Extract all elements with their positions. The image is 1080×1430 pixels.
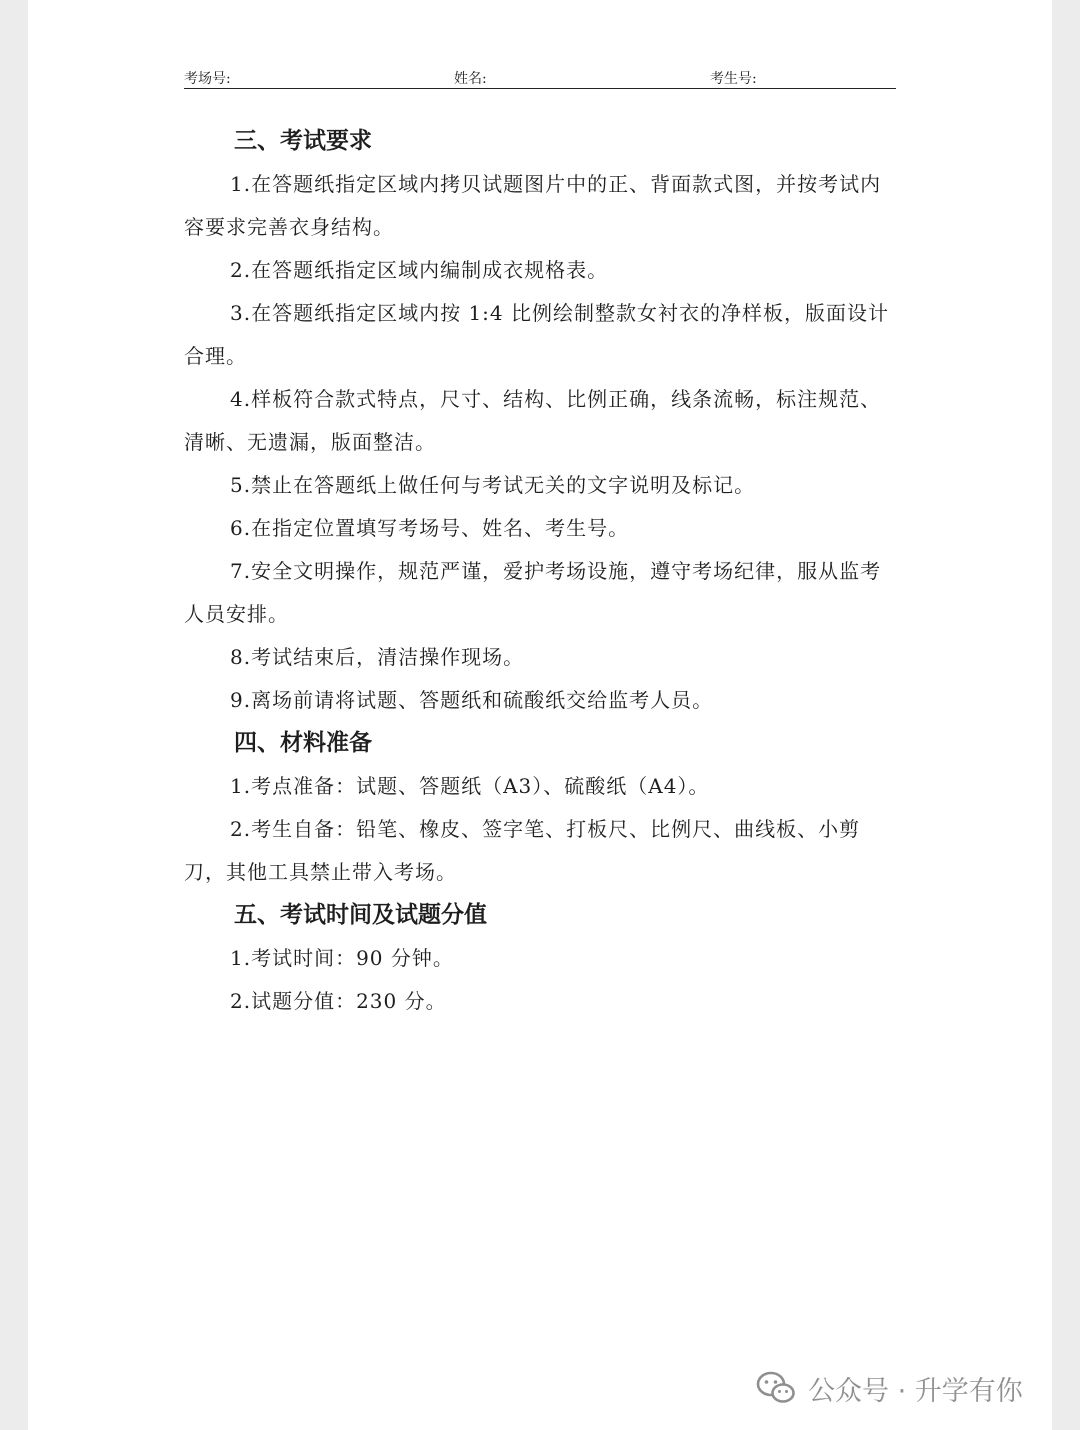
- page-header: [184, 66, 896, 89]
- requirement-item: 7.安全文明操作，规范严谨，爱护考场设施，遵守考场纪律，服从监考人员安排。: [184, 559, 882, 626]
- requirement-item: 3.在答题纸指定区域内按 1:4 比例绘制整款女衬衣的净样板，版面设计合理。: [184, 301, 889, 368]
- requirement-item: 5.禁止在答题纸上做任何与考试无关的文字说明及标记。: [230, 473, 756, 497]
- requirement-item: 9.离场前请将试题、答题纸和硫酸纸交给监考人员。: [230, 688, 714, 712]
- section-title-materials: 四、材料准备: [234, 730, 372, 756]
- wechat-icon: [756, 1371, 796, 1405]
- section-title-time-and-score: 五、考试时间及试题分值: [234, 902, 487, 928]
- section-title-exam-requirements: 三、考试要求: [234, 128, 372, 154]
- name-label: 姓名:: [454, 71, 487, 87]
- time-score-item: 2.试题分值：230 分。: [230, 989, 447, 1013]
- document-body: [184, 120, 896, 1023]
- requirement-item: 1.在答题纸指定区域内拷贝试题图片中的正、背面款式图，并按考试内容要求完善衣身结构。: [184, 172, 882, 239]
- requirement-item: 8.考试结束后，清洁操作现场。: [230, 645, 525, 669]
- exam-room-label: 考场号:: [184, 71, 231, 87]
- requirement-item: 2.在答题纸指定区域内编制成衣规格表。: [230, 258, 609, 282]
- materials-item: 2.考生自备：铅笔、橡皮、签字笔、打板尺、比例尺、曲线板、小剪刀，其他工具禁止带入考场。: [184, 817, 861, 884]
- requirement-item: 4.样板符合款式特点，尺寸、结构、比例正确，线条流畅，标注规范、清晰、无遗漏，版面整洁。: [184, 387, 882, 454]
- materials-item: 1.考点准备：试题、答题纸（A3）、硫酸纸（A4）。: [230, 774, 710, 798]
- requirement-item: 6.在指定位置填写考场号、姓名、考生号。: [230, 516, 630, 540]
- candidate-number-label: 考生号:: [710, 71, 757, 87]
- time-score-item: 1.考试时间：90 分钟。: [230, 946, 454, 970]
- watermark-text: 公众号 · 升学有你: [808, 1375, 1023, 1407]
- watermark: [756, 1368, 1023, 1408]
